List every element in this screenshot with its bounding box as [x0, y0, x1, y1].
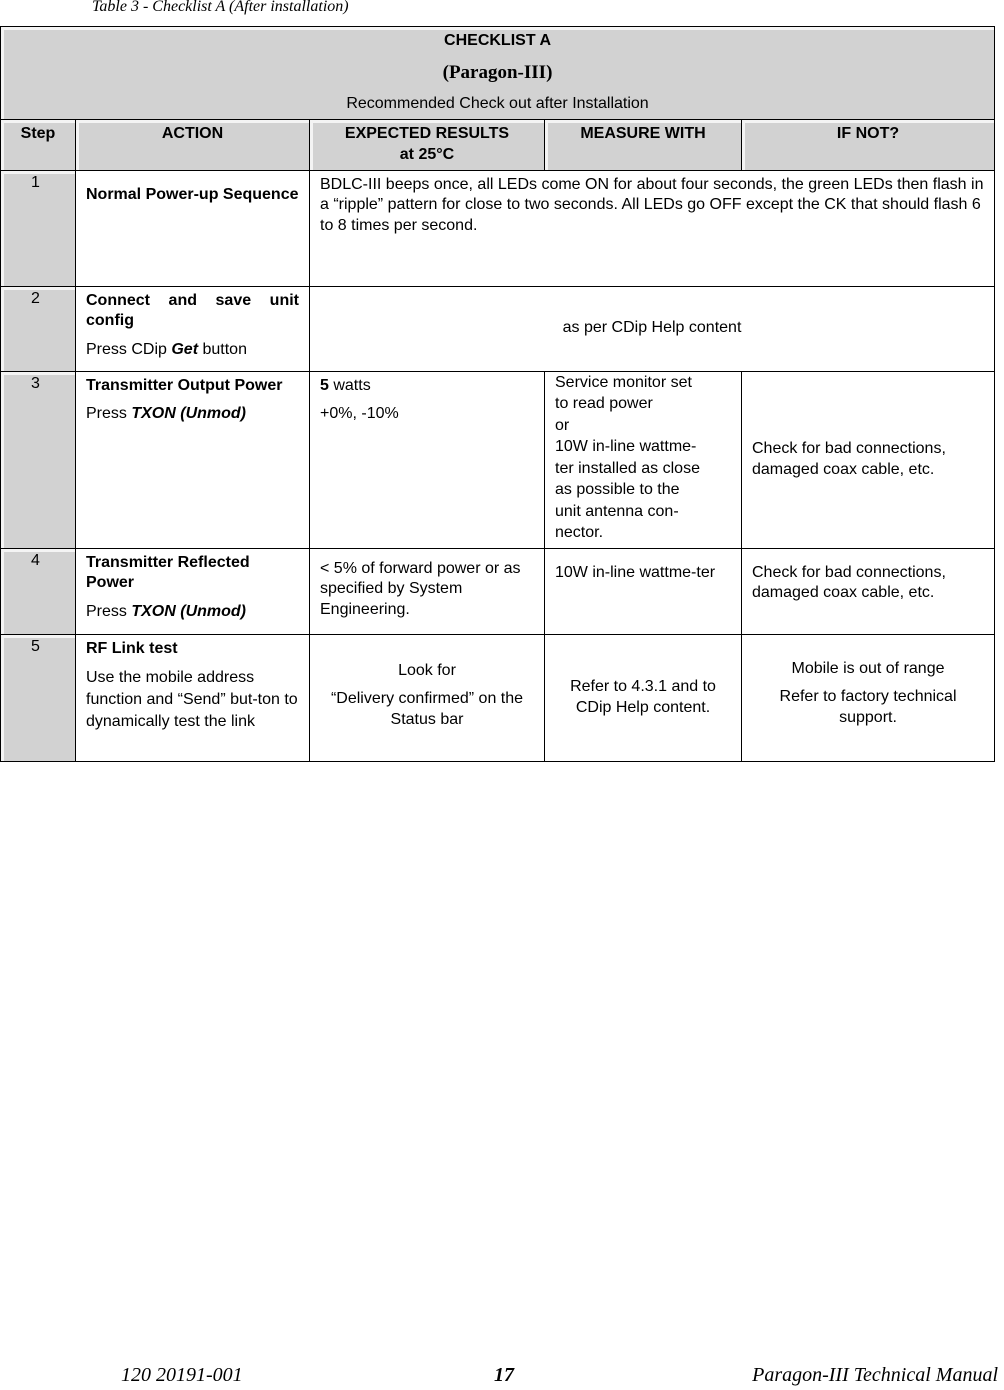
- expected-cell: [310, 634, 545, 761]
- action-title: Normal Power-up Sequence: [86, 185, 299, 203]
- header-action: ACTION: [76, 120, 310, 171]
- step-number: 4: [1, 548, 76, 634]
- table-caption: Table 3 - Checklist A (After installation): [92, 0, 349, 15]
- footer-page-number: 17: [494, 1364, 514, 1386]
- ifnot-text: Check for bad connections, damaged coax cable, etc.: [752, 563, 946, 602]
- step-number: 1: [1, 170, 76, 286]
- ifnot-cell: [742, 548, 995, 634]
- header-ifnot: IF NOT?: [742, 120, 995, 171]
- header-step: Step: [1, 120, 76, 171]
- checklist-subtitle: Recommended Check out after Installation: [346, 95, 649, 112]
- measure-line: unit antenna con-: [555, 502, 679, 520]
- action-title: Transmitter Reflected Power: [86, 553, 250, 592]
- action-instruction: [86, 404, 299, 425]
- action-title: Connect and save unit config: [86, 291, 299, 330]
- action-cell: [76, 170, 310, 286]
- action-text: Press CDip: [86, 341, 172, 359]
- action-text: button: [198, 341, 247, 359]
- measure-line: Service monitor set: [555, 373, 692, 391]
- action-instruction: [86, 340, 299, 361]
- expected-value: [320, 376, 534, 397]
- step-number: 3: [1, 371, 76, 548]
- measure-line: or: [555, 416, 570, 434]
- ifnot-cell: [742, 634, 995, 761]
- table-row: [1, 286, 995, 371]
- measure-line: to read power: [555, 395, 653, 413]
- action-text: Press: [86, 405, 132, 423]
- expected-text: Look for: [398, 661, 456, 679]
- action-control: TXON (Unmod): [131, 603, 246, 621]
- action-cell: [76, 548, 310, 634]
- measure-line: 10W in-line wattme-: [555, 438, 697, 456]
- step-number: 5: [1, 634, 76, 761]
- measure-cell: [545, 548, 742, 634]
- expected-text: as per CDip Help content: [562, 319, 742, 337]
- action-control: TXON (Unmod): [131, 405, 246, 423]
- table-row: [1, 170, 995, 286]
- header-row: [1, 120, 995, 171]
- measure-line: ter installed as close: [555, 459, 700, 477]
- action-cell: [76, 286, 310, 371]
- action-instruction: [86, 602, 299, 623]
- header-expected-line1: EXPECTED RESULTS: [344, 125, 510, 142]
- measure-line: nector.: [555, 524, 604, 542]
- table-title: [1, 27, 995, 120]
- checklist-table: [0, 26, 995, 762]
- header-measure: MEASURE WITH: [545, 120, 742, 171]
- header-expected: [310, 120, 545, 171]
- expected-text: “Delivery confirmed” on the Status bar: [330, 690, 524, 729]
- measure-cell: [545, 634, 742, 761]
- table-row: [1, 634, 995, 761]
- header-expected-line2: at 25°C: [399, 145, 455, 163]
- ifnot-text: Mobile is out of range: [791, 659, 945, 677]
- expected-cell: [310, 548, 545, 634]
- measure-cell: [545, 371, 742, 548]
- action-cell: [76, 371, 310, 548]
- action-title: Transmitter Output Power: [86, 376, 283, 394]
- footer-manual-title: Paragon-III Technical Manual: [752, 1364, 998, 1386]
- footer-doc-number: 120 20191-001: [121, 1364, 243, 1386]
- action-cell: [76, 634, 310, 761]
- action-text: Press: [86, 603, 132, 621]
- step-number: 2: [1, 286, 76, 371]
- expected-cell: [310, 170, 995, 286]
- ifnot-text: Refer to factory technical support.: [779, 688, 957, 727]
- table-row: [1, 371, 995, 548]
- checklist-title: CHECKLIST A: [444, 32, 551, 49]
- product-name: (Paragon-III): [442, 62, 553, 83]
- expected-number: 5: [320, 376, 329, 394]
- expected-text: BDLC-III beeps once, all LEDs come ON for about four seconds, the green LEDs then flash in a “ripple” pattern for close to two seconds. All LEDs go OFF except the CK that should flash 6 to 8 times per second.: [320, 175, 984, 235]
- measure-line: as possible to the: [555, 481, 680, 499]
- action-control: Get: [171, 341, 199, 359]
- title-row: [1, 27, 995, 120]
- expected-text: < 5% of forward power or as specified by System Engineering.: [320, 559, 521, 619]
- ifnot-text: Check for bad connections, damaged coax cable, etc.: [752, 439, 946, 478]
- measure-text: 10W in-line wattme-ter: [555, 563, 716, 581]
- action-instruction: Use the mobile address function and “Send” but-ton to dynamically test the link: [86, 669, 298, 730]
- measure-text: Refer to 4.3.1 and to CDip Help content.: [570, 677, 716, 716]
- table-row: [1, 548, 995, 634]
- expected-unit: watts: [328, 376, 371, 394]
- expected-cell: [310, 371, 545, 548]
- action-title: RF Link test: [86, 639, 178, 657]
- expected-tolerance: +0%, -10%: [320, 405, 399, 423]
- ifnot-cell: [742, 371, 995, 548]
- expected-cell: [310, 286, 995, 371]
